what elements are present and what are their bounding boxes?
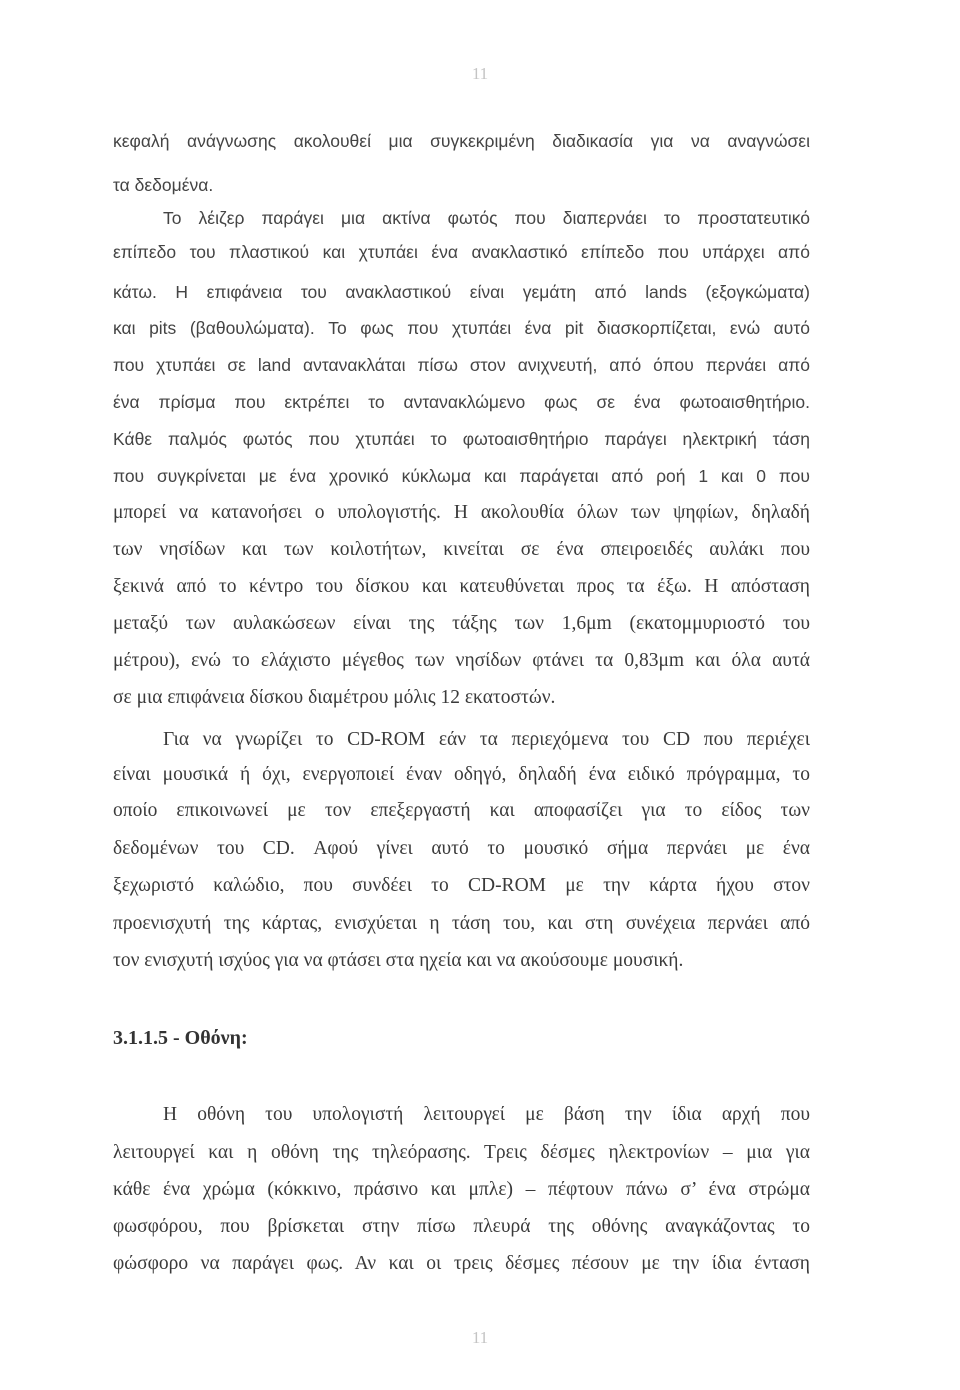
text-line: δεδομένων του CD. Αφού γίνει αυτό το μουσικό σήμα περνάει με ένα xyxy=(113,838,810,859)
text-line: που χτυπάει σε land αντανακλάται πίσω στον ανιχνευτή, από όπου περνάει από xyxy=(113,355,810,375)
text-line: σε μια επιφάνεια δίσκου διαμέτρου μόλις 12 εκατοστών. xyxy=(113,687,556,708)
text-line: φωσφόρου, που βρίσκεται στην πίσω πλευρά της οθόνης αναγκάζοντας το xyxy=(113,1216,810,1237)
text-line: ξεχωριστό καλώδιο, που συνδέει το CD-ROM με την κάρτα ήχου στον xyxy=(113,875,810,896)
text-line: Κάθε παλμός φωτός που χτυπάει το φωτοαισθητήριο παράγει ηλεκτρική τάση xyxy=(113,429,810,449)
text-line: μεταξύ των αυλακώσεων είναι της τάξης των 1,6μm (εκατομμυριοστό του xyxy=(113,613,810,634)
text-line: κάθε ένα χρώμα (κόκκινο, πράσινο και μπλε) – πέφτουν πάνω σ’ ένα στρώμα xyxy=(113,1179,810,1200)
text-line: Το λέιζερ παράγει μια ακτίνα φωτός που διαπερνάει το προστατευτικό xyxy=(163,208,810,228)
text-line: επίπεδο του πλαστικού και χτυπάει ένα ανακλαστικό επίπεδο που υπάρχει από xyxy=(113,242,810,262)
text-line: κάτω. Η επιφάνεια του ανακλαστικού είναι γεμάτη από lands (εξογκώματα) xyxy=(113,282,810,302)
text-line: μπορεί να κατανοήσει ο υπολογιστής. Η ακολουθία όλων των ψηφίων, δηλαδή xyxy=(113,502,810,523)
page-number-top: 11 xyxy=(471,64,489,83)
text-line: λειτουργεί και η οθόνη της τηλεόρασης. Τρεις δέσμες ηλεκτρονίων – μια για xyxy=(113,1142,810,1163)
text-line: προενισχυτή της κάρτας, ενισχύεται η τάση του, και στη συνέχεια περνάει από xyxy=(113,913,810,934)
text-line: τα δεδομένα. xyxy=(113,175,214,195)
text-line: ένα πρίσμα που εκτρέπει το αντανακλώμενο φως σε ένα φωτοαισθητήριο. xyxy=(113,392,810,412)
text-line: Για να γνωρίζει το CD-ROM εάν τα περιεχόμενα του CD που περιέχει xyxy=(163,729,810,750)
text-line: κεφαλή ανάγνωσης ακολουθεί μια συγκεκριμένη διαδικασία για να αναγνώσει xyxy=(113,131,810,151)
text-line: φώσφορο να παράγει φως. Αν και οι τρεις δέσμες πέσουν με την ίδια ένταση xyxy=(113,1253,810,1274)
text-line: ξεκινά από το κέντρο του δίσκου και κατευθύνεται προς τα έξω. Η απόσταση xyxy=(113,576,810,597)
text-line: που συγκρίνεται με ένα χρονικό κύκλωμα και παράγεται από ροή 1 και 0 που xyxy=(113,466,810,486)
text-line: Η οθόνη του υπολογιστή λειτουργεί με βάση την ίδια αρχή που xyxy=(163,1104,810,1125)
text-line: μέτρου), ενώ το ελάχιστο μέγεθος των νησίδων φτάνει τα 0,83μm και όλα αυτά xyxy=(113,650,810,671)
page-number-bottom: 11 xyxy=(471,1328,489,1347)
text-line: και pits (βαθουλώματα). Το φως που χτυπάει ένα pit διασκορπίζεται, ενώ αυτό xyxy=(113,318,810,338)
text-line: των νησίδων και των κοιλοτήτων, κινείται σε ένα σπειροειδές αυλάκι που xyxy=(113,539,810,560)
text-line: είναι μουσικά ή όχι, ενεργοποιεί έναν οδηγό, δηλαδή ένα ειδικό πρόγραμμα, το xyxy=(113,764,810,785)
text-line: οποίο επικοινωνεί με τον επεξεργαστή και αποφασίζει για το είδος των xyxy=(113,800,810,821)
text-line: τον ενισχυτή ισχύος για να φτάσει στα ηχεία και να ακούσουμε μουσική. xyxy=(113,950,684,971)
section-heading: 3.1.1.5 - Οθόνη: xyxy=(113,1027,248,1049)
